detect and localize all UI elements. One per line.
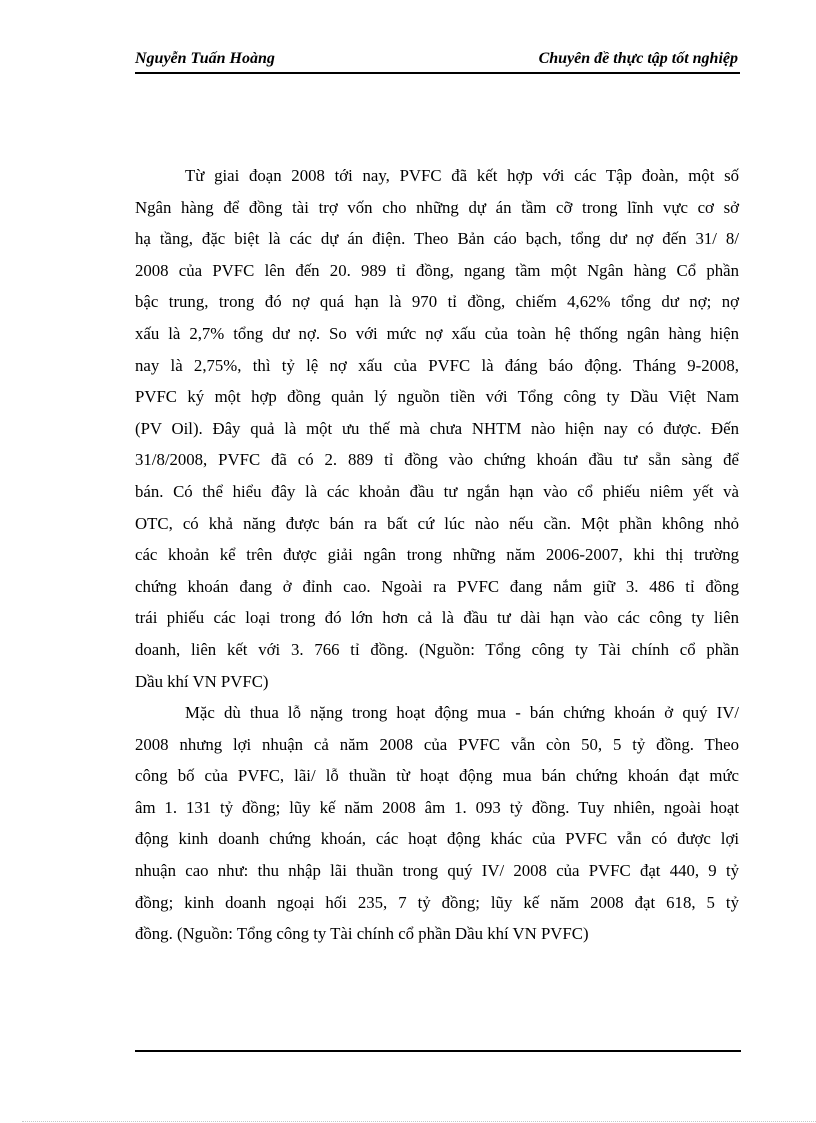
text-line: động kinh doanh chứng khoán, các hoạt động khác của PVFC vẫn có được lợi — [135, 829, 739, 849]
text-line: 31/8/2008, PVFC đã có 2. 889 tỉ đồng vào chứng khoán đầu tư sẵn sàng để — [135, 450, 739, 470]
document-title: Chuyên đề thực tập tốt nghiệp — [538, 50, 738, 67]
text-line: bán. Có thể hiểu đây là các khoản đầu tư ngắn hạn vào cổ phiếu niêm yết và — [135, 481, 739, 501]
text-line: PVFC ký một hợp đồng quản lý nguồn tiền với Tổng công ty Dầu Việt Nam — [135, 387, 739, 407]
text-line: chứng khoán đang ở đỉnh cao. Ngoài ra PVFC đang nắm giữ 3. 486 tỉ đồng — [135, 576, 739, 596]
text-line: đồng. (Nguồn: Tổng công ty Tài chính cổ phần Dầu khí VN PVFC) — [135, 924, 589, 944]
page-edge-divider — [22, 1121, 816, 1122]
text-line: Dầu khí VN PVFC) — [135, 671, 269, 691]
body-text — [135, 164, 739, 954]
text-line: công bố của PVFC, lãi/ lỗ thuần từ hoạt động mua bán chứng khoán đạt mức — [135, 766, 739, 786]
author-name: Nguyễn Tuấn Hoàng — [135, 50, 275, 67]
paragraph-1 — [135, 164, 739, 701]
text-line: Mặc dù thua lỗ nặng trong hoạt động mua - bán chứng khoán ở quý IV/ — [185, 703, 739, 723]
text-line: Ngân hàng để đồng tài trợ vốn cho những dự án tầm cỡ trong lĩnh vực cơ sở — [135, 197, 739, 217]
text-line: 2008 của PVFC lên đến 20. 989 tỉ đồng, ngang tầm một Ngân hàng Cổ phần — [135, 260, 739, 280]
text-line: các khoản kể trên được giải ngân trong những năm 2006-2007, khi thị trường — [135, 545, 739, 565]
footer-rule — [135, 1050, 741, 1052]
text-line: xấu là 2,7% tổng dư nợ. So với mức nợ xấu của toàn hệ thống ngân hàng hiện — [135, 323, 739, 343]
text-line: doanh, liên kết với 3. 766 tỉ đồng. (Nguồn: Tổng công ty Tài chính cổ phần — [135, 639, 739, 659]
text-line: âm 1. 131 tỷ đồng; lũy kế năm 2008 âm 1. 093 tỷ đồng. Tuy nhiên, ngoài hoạt — [135, 797, 739, 817]
text-line: hạ tầng, đặc biệt là các dự án điện. Theo Bản cáo bạch, tổng dư nợ đến 31/ 8/ — [135, 229, 739, 249]
text-line: trái phiếu các loại trong đó lớn hơn cả là đầu tư dài hạn vào các công ty liên — [135, 608, 739, 628]
text-line: nhuận cao như: thu nhập lãi thuần trong quý IV/ 2008 của PVFC đạt 440, 9 tỷ — [135, 861, 739, 881]
text-line: 2008 nhưng lợi nhuận cả năm 2008 của PVFC vẫn còn 50, 5 tỷ đồng. Theo — [135, 734, 739, 754]
text-line: OTC, có khả năng được bán ra bất cứ lúc nào nếu cần. Một phần không nhỏ — [135, 513, 739, 533]
paragraph-2 — [135, 701, 739, 954]
text-line: đồng; kinh doanh ngoại hối 235, 7 tỷ đồng; lũy kế năm 2008 đạt 618, 5 tỷ — [135, 892, 739, 912]
text-line: Từ giai đoạn 2008 tới nay, PVFC đã kết hợp với các Tập đoàn, một số — [185, 166, 739, 185]
text-line: (PV Oil). Đây quả là một ưu thế mà chưa NHTM nào hiện nay có được. Đến — [135, 418, 739, 438]
page-header — [135, 48, 740, 74]
text-line: bậc trung, trong đó nợ quá hạn là 970 tỉ đồng, chiếm 4,62% tổng dư nợ; nợ — [135, 292, 739, 312]
text-line: nay là 2,75%, thì tỷ lệ nợ xấu của PVFC là đáng báo động. Tháng 9-2008, — [135, 355, 739, 375]
